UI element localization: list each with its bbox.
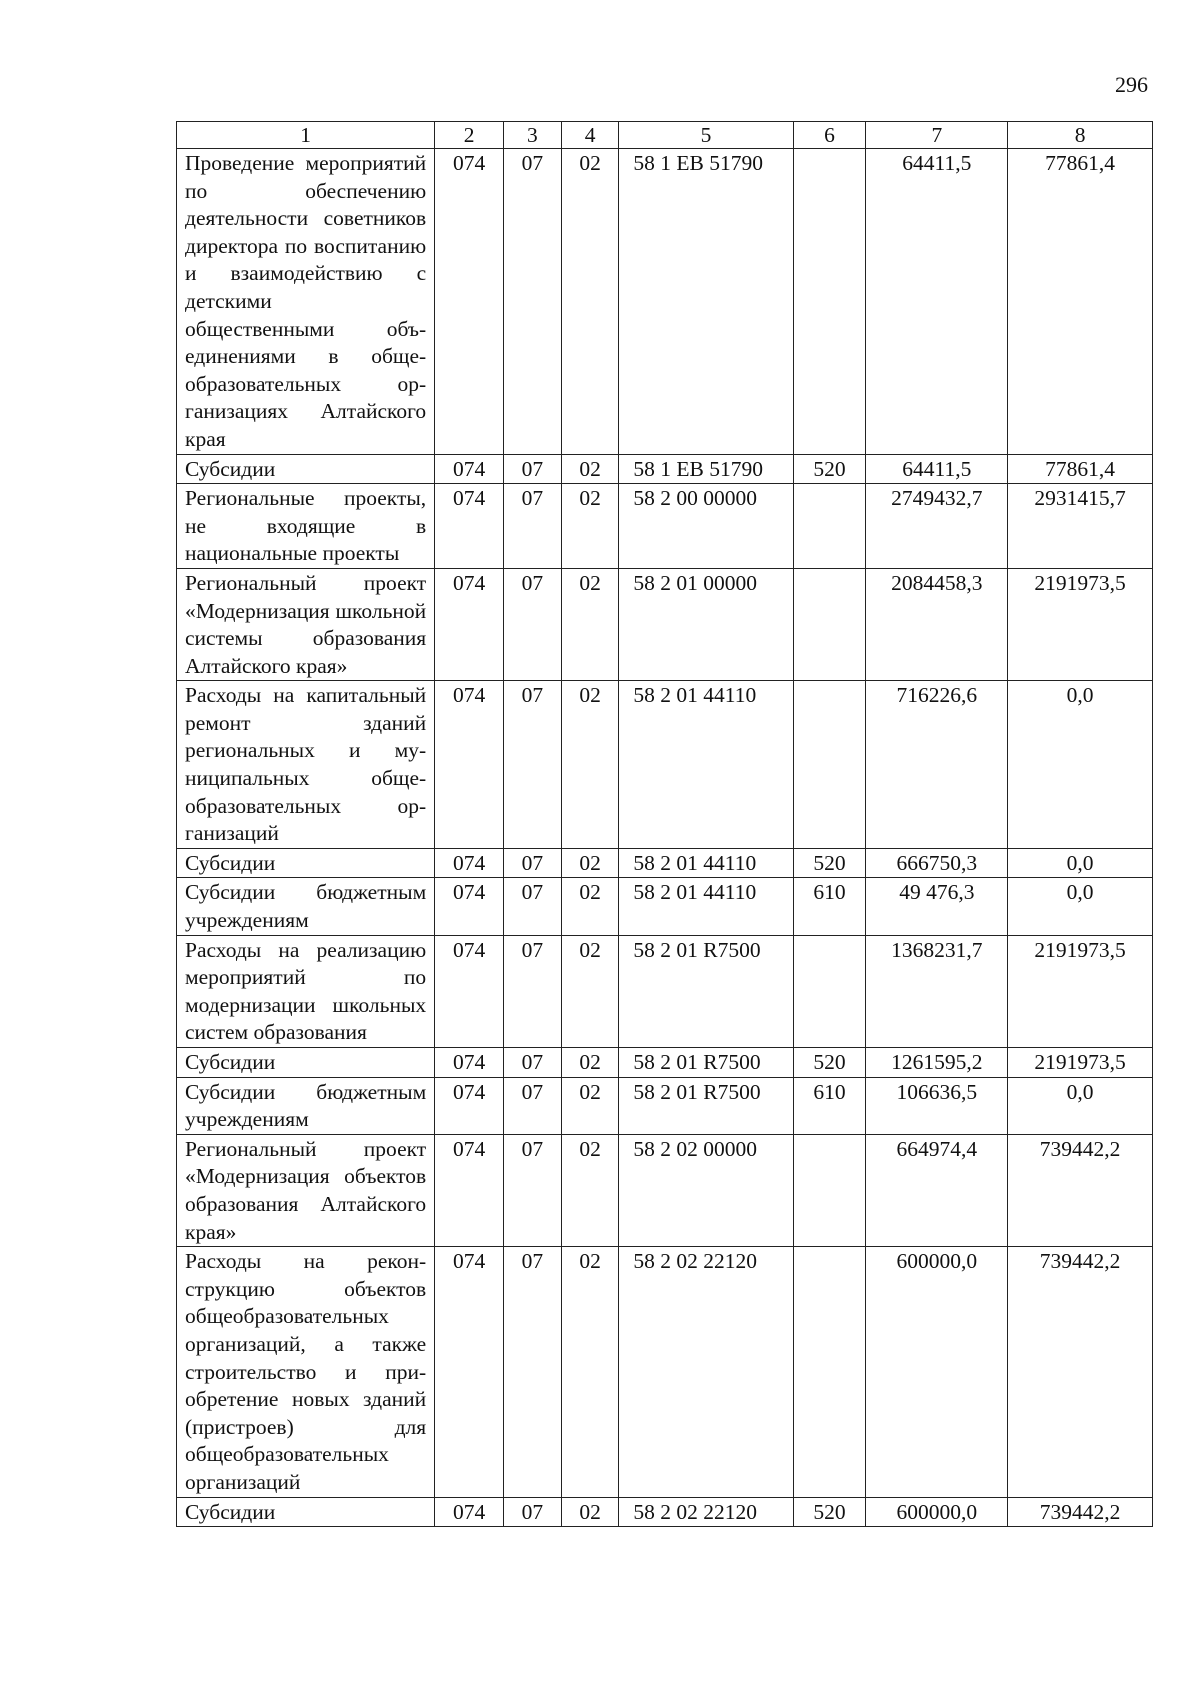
code-target-article: 58 2 01 44110	[619, 878, 793, 935]
code-expense-type: 610	[793, 1077, 866, 1134]
amount-year-2: 2191973,5	[1008, 568, 1153, 680]
code-target-article: 58 2 01 44110	[619, 681, 793, 849]
code-target-article: 58 2 01 R7500	[619, 1048, 793, 1078]
code-target-article: 58 2 01 R7500	[619, 1077, 793, 1134]
table-row	[177, 1497, 1153, 1527]
code-expense-type	[793, 1134, 866, 1246]
column-header: 5	[619, 122, 793, 149]
code-section: 07	[504, 848, 562, 878]
code-subsection: 02	[561, 568, 619, 680]
code-subsection: 02	[561, 681, 619, 849]
code-expense-type	[793, 568, 866, 680]
amount-year-1: 2749432,7	[866, 484, 1008, 569]
amount-year-2: 0,0	[1008, 848, 1153, 878]
code-subsection: 02	[561, 1134, 619, 1246]
page-number: 296	[1115, 72, 1148, 97]
amount-year-1: 2084458,3	[866, 568, 1008, 680]
code-subsection: 02	[561, 935, 619, 1047]
row-name: Проведение мероприятий по обеспечению деятельности советников директора по воспитанию и взаимодействию с детскими общественными объединениями в общеобразовательных организациях Алтайского края	[177, 149, 435, 455]
code-ministry: 074	[435, 1134, 504, 1246]
row-name: Субсидии	[177, 1048, 435, 1078]
header-row	[177, 122, 1153, 149]
amount-year-1: 1261595,2	[866, 1048, 1008, 1078]
amount-year-2: 0,0	[1008, 1077, 1153, 1134]
code-subsection: 02	[561, 484, 619, 569]
column-header: 8	[1008, 122, 1153, 149]
row-name: Субсидии бюджетным учреждениям	[177, 878, 435, 935]
amount-year-2: 2191973,5	[1008, 935, 1153, 1047]
table-row	[177, 454, 1153, 484]
row-name: Субсидии	[177, 454, 435, 484]
code-expense-type	[793, 484, 866, 569]
code-ministry: 074	[435, 1077, 504, 1134]
code-expense-type	[793, 1247, 866, 1497]
table-row	[177, 878, 1153, 935]
code-target-article: 58 2 02 22120	[619, 1497, 793, 1527]
code-target-article: 58 2 01 00000	[619, 568, 793, 680]
code-ministry: 074	[435, 935, 504, 1047]
code-expense-type: 520	[793, 454, 866, 484]
table-row	[177, 1048, 1153, 1078]
code-ministry: 074	[435, 484, 504, 569]
amount-year-1: 49 476,3	[866, 878, 1008, 935]
table-row	[177, 1134, 1153, 1246]
code-target-article: 58 2 01 R7500	[619, 935, 793, 1047]
table-body	[177, 149, 1153, 1527]
table-row	[177, 1077, 1153, 1134]
code-subsection: 02	[561, 1247, 619, 1497]
amount-year-2: 2931415,7	[1008, 484, 1153, 569]
code-section: 07	[504, 484, 562, 569]
amount-year-1: 64411,5	[866, 454, 1008, 484]
code-subsection: 02	[561, 1497, 619, 1527]
column-header: 4	[561, 122, 619, 149]
table-row	[177, 1247, 1153, 1497]
code-subsection: 02	[561, 848, 619, 878]
amount-year-1: 106636,5	[866, 1077, 1008, 1134]
code-expense-type: 520	[793, 848, 866, 878]
code-expense-type: 520	[793, 1497, 866, 1527]
table-row	[177, 681, 1153, 849]
code-expense-type	[793, 935, 866, 1047]
budget-table	[176, 121, 1153, 1527]
column-header: 3	[504, 122, 562, 149]
code-expense-type: 610	[793, 878, 866, 935]
code-ministry: 074	[435, 568, 504, 680]
code-target-article: 58 2 02 22120	[619, 1247, 793, 1497]
code-section: 07	[504, 1134, 562, 1246]
code-target-article: 58 2 01 44110	[619, 848, 793, 878]
code-section: 07	[504, 454, 562, 484]
row-name: Региональный проект «Модернизация объектов образования Алтайского края»	[177, 1134, 435, 1246]
code-ministry: 074	[435, 878, 504, 935]
amount-year-2: 739442,2	[1008, 1134, 1153, 1246]
column-header: 1	[177, 122, 435, 149]
code-ministry: 074	[435, 1497, 504, 1527]
code-section: 07	[504, 1497, 562, 1527]
row-name: Субсидии бюджетным учреждениям	[177, 1077, 435, 1134]
amount-year-1: 600000,0	[866, 1497, 1008, 1527]
code-subsection: 02	[561, 149, 619, 455]
code-section: 07	[504, 568, 562, 680]
code-ministry: 074	[435, 848, 504, 878]
row-name: Расходы на реконструкцию объектов общеобразовательных организаций, а также строительство и приобретение новых зданий (пристроев) для общеобразовательных организаций	[177, 1247, 435, 1497]
column-header: 2	[435, 122, 504, 149]
amount-year-2: 77861,4	[1008, 454, 1153, 484]
code-section: 07	[504, 681, 562, 849]
code-ministry: 074	[435, 1247, 504, 1497]
row-name: Региональный проект «Модернизация школьной системы образования Алтайского края»	[177, 568, 435, 680]
code-target-article: 58 2 00 00000	[619, 484, 793, 569]
amount-year-1: 600000,0	[866, 1247, 1008, 1497]
amount-year-1: 666750,3	[866, 848, 1008, 878]
code-ministry: 074	[435, 681, 504, 849]
amount-year-2: 0,0	[1008, 681, 1153, 849]
code-ministry: 074	[435, 454, 504, 484]
code-section: 07	[504, 1048, 562, 1078]
amount-year-2: 2191973,5	[1008, 1048, 1153, 1078]
code-expense-type	[793, 681, 866, 849]
row-name: Расходы на капитальный ремонт зданий региональных и муниципальных общеобразовательных организаций	[177, 681, 435, 849]
row-name: Расходы на реализацию мероприятий по модернизации школьных систем образования	[177, 935, 435, 1047]
amount-year-2: 739442,2	[1008, 1247, 1153, 1497]
code-subsection: 02	[561, 878, 619, 935]
code-section: 07	[504, 935, 562, 1047]
code-subsection: 02	[561, 1048, 619, 1078]
table-row	[177, 935, 1153, 1047]
code-ministry: 074	[435, 149, 504, 455]
amount-year-1: 64411,5	[866, 149, 1008, 455]
row-name: Субсидии	[177, 848, 435, 878]
code-target-article: 58 2 02 00000	[619, 1134, 793, 1246]
table-row	[177, 149, 1153, 455]
column-header: 6	[793, 122, 866, 149]
amount-year-2: 0,0	[1008, 878, 1153, 935]
row-name: Региональные проекты, не входящие в национальные проекты	[177, 484, 435, 569]
table-row	[177, 848, 1153, 878]
amount-year-1: 716226,6	[866, 681, 1008, 849]
code-target-article: 58 1 ЕВ 51790	[619, 149, 793, 455]
code-subsection: 02	[561, 1077, 619, 1134]
amount-year-2: 77861,4	[1008, 149, 1153, 455]
code-ministry: 074	[435, 1048, 504, 1078]
amount-year-2: 739442,2	[1008, 1497, 1153, 1527]
code-section: 07	[504, 149, 562, 455]
code-section: 07	[504, 1247, 562, 1497]
code-expense-type	[793, 149, 866, 455]
code-target-article: 58 1 ЕВ 51790	[619, 454, 793, 484]
row-name: Субсидии	[177, 1497, 435, 1527]
amount-year-1: 664974,4	[866, 1134, 1008, 1246]
code-section: 07	[504, 1077, 562, 1134]
table-row	[177, 484, 1153, 569]
code-subsection: 02	[561, 454, 619, 484]
table-row	[177, 568, 1153, 680]
code-section: 07	[504, 878, 562, 935]
column-header: 7	[866, 122, 1008, 149]
amount-year-1: 1368231,7	[866, 935, 1008, 1047]
code-expense-type: 520	[793, 1048, 866, 1078]
